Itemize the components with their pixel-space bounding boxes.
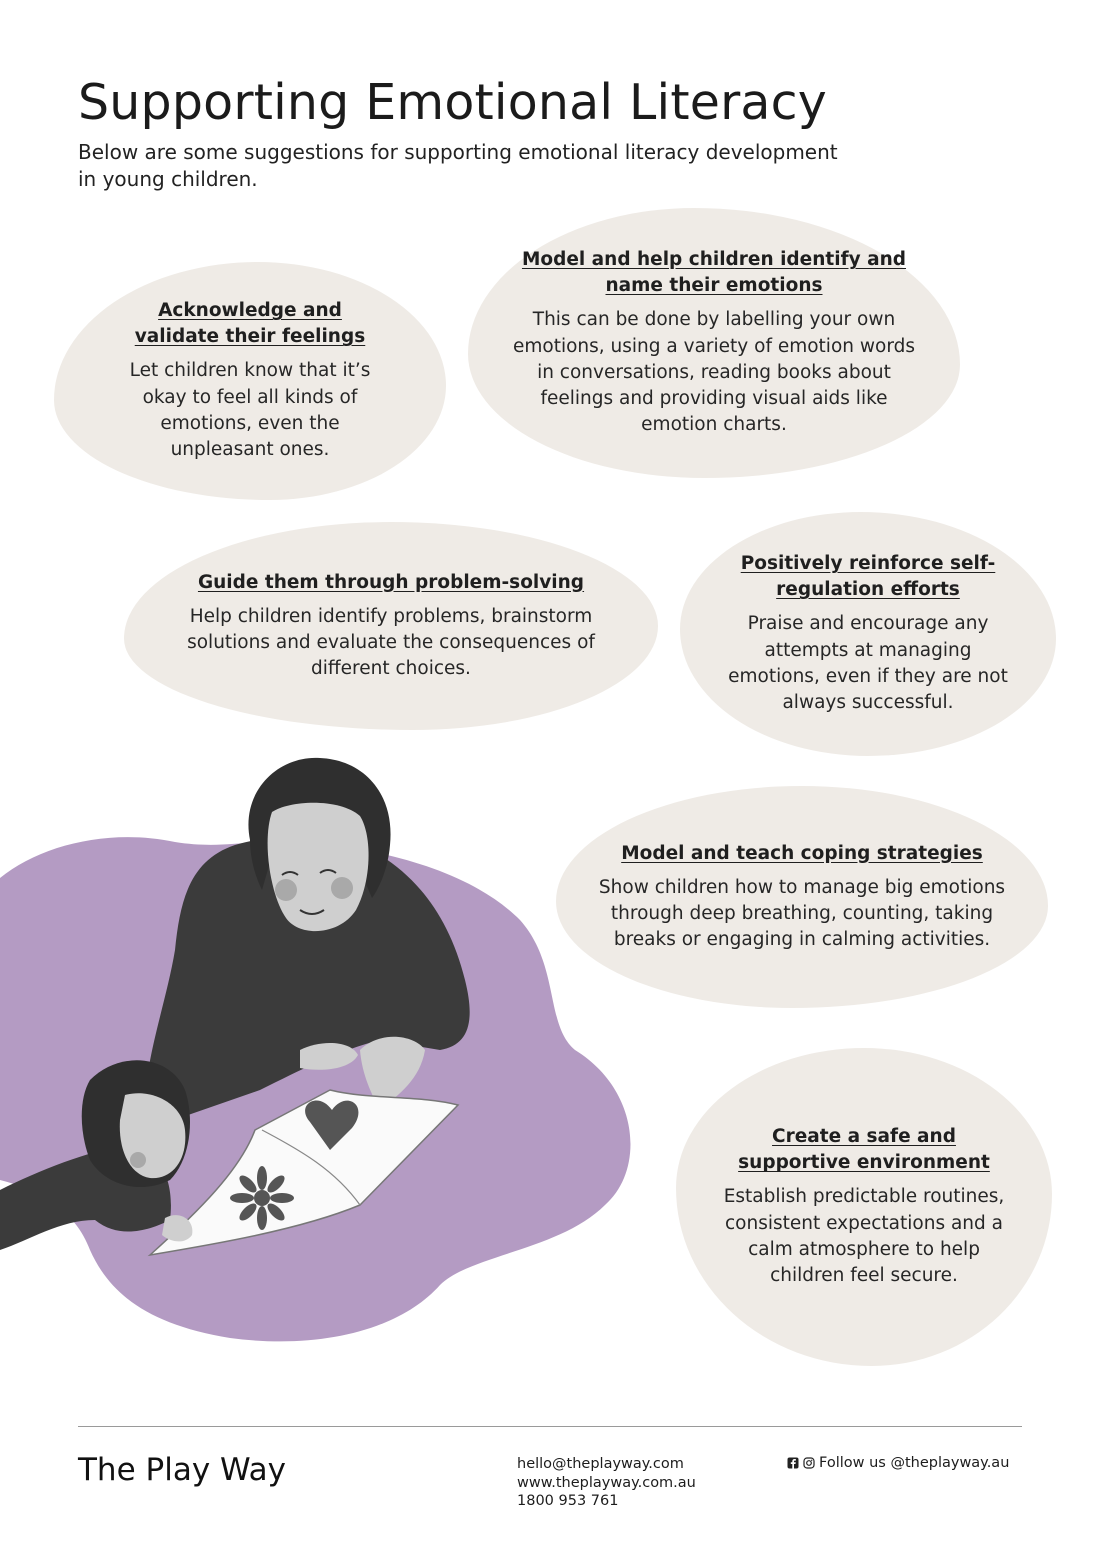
social-follow	[787, 1455, 1009, 1471]
tip-heading: Model and teach coping strategies	[621, 842, 983, 864]
social-handle[interactable]: Follow us @theplayway.au	[819, 1455, 1010, 1471]
facebook-icon[interactable]	[787, 1457, 799, 1469]
tip-body: Show children how to manage big emotions through deep breathing, counting, taking breaks or engaging in calming activities.	[598, 876, 1006, 951]
tip-body: Praise and encourage any attempts at managing emotions, even if they are not always successful.	[728, 613, 1008, 714]
tip-bubble-acknowledge	[54, 262, 446, 500]
cheek	[331, 877, 353, 899]
tip-heading: Positively reinforce self-regulation efforts	[740, 553, 996, 601]
cheek	[275, 879, 297, 901]
tip-bubble-model-name	[468, 208, 960, 478]
page-title: Supporting Emotional Literacy	[78, 74, 827, 131]
page-subtitle: Below are some suggestions for supporting emotional literacy development in young children.	[78, 140, 838, 191]
tip-body: Help children identify problems, brainstorm solutions and evaluate the consequences of different choices.	[187, 605, 595, 680]
tip-body: Let children know that it’s okay to feel all kinds of emotions, even the unpleasant ones.	[129, 360, 371, 461]
tip-body: This can be done by labelling your own emotions, using a variety of emotion words in conversations, reading books about feelings and providing visual aids like emotion charts.	[513, 309, 915, 436]
website-link[interactable]: www.theplayway.com.au	[517, 1474, 696, 1491]
tip-bubble-reinforce	[680, 512, 1056, 756]
contact-details	[517, 1455, 696, 1511]
parent-and-child-reading-illustration	[0, 750, 640, 1350]
tip-heading: Create a safe and supportive environment	[738, 1126, 990, 1174]
cheek	[130, 1152, 146, 1168]
brand-logo: The Play Way	[78, 1452, 287, 1488]
tip-heading: Guide them through problem-solving	[197, 571, 585, 593]
tip-heading: Acknowledge and validate their feelings	[134, 300, 366, 348]
email-link[interactable]: hello@theplayway.com	[517, 1456, 684, 1472]
instagram-icon[interactable]	[803, 1457, 815, 1469]
phone-number: 1800 953 761	[517, 1493, 619, 1509]
footer-divider	[78, 1426, 1022, 1427]
tip-heading: Model and help children identify and name their emotions	[521, 249, 907, 297]
adult-face	[268, 803, 369, 931]
tip-bubble-safe-environment	[676, 1048, 1052, 1366]
tip-body: Establish predictable routines, consistent expectations and a calm atmosphere to help children feel secure.	[723, 1186, 1005, 1287]
tip-bubble-problem-solving	[124, 522, 658, 730]
